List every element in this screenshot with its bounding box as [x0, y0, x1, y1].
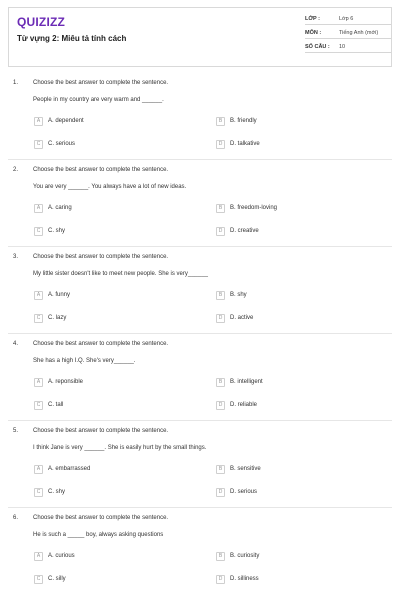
option-d[interactable] — [216, 139, 260, 149]
option-letter-box[interactable]: D — [216, 314, 225, 323]
worksheet-meta — [305, 14, 391, 56]
option-letter-box[interactable]: D — [216, 575, 225, 584]
option-d[interactable] — [216, 313, 253, 323]
question-prompt: Choose the best answer to complete the sentence. — [33, 515, 169, 521]
option-label: D. reliable — [230, 402, 258, 408]
question-prompt: Choose the best answer to complete the sentence. — [33, 167, 169, 173]
option-d[interactable] — [216, 226, 259, 236]
option-letter-box[interactable]: A — [34, 291, 43, 300]
option-label: B. friendly — [230, 118, 257, 124]
meta-value: Lớp 6 — [339, 16, 354, 22]
option-letter-box[interactable]: A — [34, 117, 43, 126]
option-label: D. creative — [230, 228, 259, 234]
option-letter-box[interactable]: A — [34, 378, 43, 387]
question-text: People in my country are very warm and ______. — [33, 97, 164, 103]
option-letter-box[interactable]: B — [216, 117, 225, 126]
meta-row-count — [305, 42, 391, 53]
option-label: C. tall — [48, 402, 64, 408]
option-b[interactable] — [216, 290, 247, 300]
question-prompt: Choose the best answer to complete the sentence. — [33, 428, 169, 434]
option-letter-box[interactable]: C — [34, 140, 43, 149]
option-label: C. serious — [48, 141, 76, 147]
option-letter-box[interactable]: A — [34, 204, 43, 213]
option-b[interactable] — [216, 116, 257, 126]
option-letter-box[interactable]: C — [34, 575, 43, 584]
option-letter-box[interactable]: A — [34, 552, 43, 561]
option-label: D. serious — [230, 489, 258, 495]
option-letter-box[interactable]: D — [216, 227, 225, 236]
meta-row-class — [305, 14, 391, 25]
option-label: B. shy — [230, 292, 247, 298]
option-d[interactable] — [216, 400, 257, 410]
question-number: 2. — [13, 167, 19, 173]
option-a[interactable] — [34, 203, 72, 213]
worksheet-title: Từ vựng 2: Miêu tả tính cách — [17, 34, 127, 43]
option-letter-box[interactable]: C — [34, 227, 43, 236]
question-divider — [8, 420, 392, 421]
option-label: A. curious — [48, 553, 75, 559]
meta-key: MÔN : — [305, 30, 322, 36]
option-label: D. silliness — [230, 576, 259, 582]
option-label: B. sensitive — [230, 466, 261, 472]
meta-key: SỐ CÂU : — [305, 44, 330, 50]
question-text: You are very ______. You always have a lot of new ideas. — [33, 184, 187, 190]
option-a[interactable] — [34, 464, 90, 474]
option-label: A. funny — [48, 292, 71, 298]
question-text: I think Jane is very ______. She is easily hurt by the small things. — [33, 445, 207, 451]
option-b[interactable] — [216, 377, 263, 387]
option-c[interactable] — [34, 226, 65, 236]
worksheet-header — [8, 7, 392, 67]
option-b[interactable] — [216, 464, 261, 474]
question-divider — [8, 246, 392, 247]
option-a[interactable] — [34, 116, 84, 126]
option-b[interactable] — [216, 203, 277, 213]
meta-row-subject — [305, 28, 391, 39]
option-d[interactable] — [216, 574, 259, 584]
question-number: 5. — [13, 428, 19, 434]
question-divider — [8, 333, 392, 334]
option-letter-box[interactable]: B — [216, 204, 225, 213]
option-letter-box[interactable]: A — [34, 465, 43, 474]
option-c[interactable] — [34, 313, 66, 323]
option-a[interactable] — [34, 551, 75, 561]
question-prompt: Choose the best answer to complete the sentence. — [33, 341, 169, 347]
option-letter-box[interactable]: C — [34, 314, 43, 323]
option-label: A. reponsible — [48, 379, 84, 385]
meta-value: Tiếng Anh (mới) — [339, 30, 379, 36]
option-label: D. talkative — [230, 141, 260, 147]
option-b[interactable] — [216, 551, 259, 561]
question-number: 1. — [13, 80, 19, 86]
question-text: My little sister doesn't like to meet new people. She is very______ — [33, 271, 208, 277]
option-letter-box[interactable]: D — [216, 140, 225, 149]
option-letter-box[interactable]: B — [216, 378, 225, 387]
option-c[interactable] — [34, 139, 75, 149]
option-letter-box[interactable]: B — [216, 465, 225, 474]
option-label: C. shy — [48, 228, 66, 234]
option-label: D. active — [230, 315, 254, 321]
meta-key: LỚP : — [305, 16, 320, 22]
question-number: 3. — [13, 254, 19, 260]
option-letter-box[interactable]: C — [34, 401, 43, 410]
option-letter-box[interactable]: B — [216, 552, 225, 561]
quizizz-logo: QUIZIZZ — [17, 15, 66, 29]
option-label: A. embarrassed — [48, 466, 91, 472]
option-letter-box[interactable]: B — [216, 291, 225, 300]
question-text: She has a high I.Q. She's very______. — [33, 358, 136, 364]
option-letter-box[interactable]: C — [34, 488, 43, 497]
option-c[interactable] — [34, 487, 65, 497]
meta-value: 10 — [339, 44, 346, 50]
option-label: B. intelligent — [230, 379, 263, 385]
option-label: A. dependent — [48, 118, 84, 124]
question-number: 4. — [13, 341, 19, 347]
option-label: A. caring — [48, 205, 72, 211]
option-letter-box[interactable]: D — [216, 401, 225, 410]
option-letter-box[interactable]: D — [216, 488, 225, 497]
question-text: He is such a _____ boy, always asking questions — [33, 532, 164, 538]
option-label: C. silly — [48, 576, 66, 582]
option-a[interactable] — [34, 377, 83, 387]
option-label: C. lazy — [48, 315, 67, 321]
option-label: B. curiosity — [230, 553, 260, 559]
option-d[interactable] — [216, 487, 257, 497]
question-number: 6. — [13, 515, 19, 521]
question-divider — [8, 507, 392, 508]
question-prompt: Choose the best answer to complete the sentence. — [33, 254, 169, 260]
option-a[interactable] — [34, 290, 70, 300]
option-label: C. shy — [48, 489, 66, 495]
option-c[interactable] — [34, 400, 63, 410]
question-divider — [8, 159, 392, 160]
question-prompt: Choose the best answer to complete the sentence. — [33, 80, 169, 86]
option-c[interactable] — [34, 574, 66, 584]
option-label: B. freedom-loving — [230, 205, 278, 211]
